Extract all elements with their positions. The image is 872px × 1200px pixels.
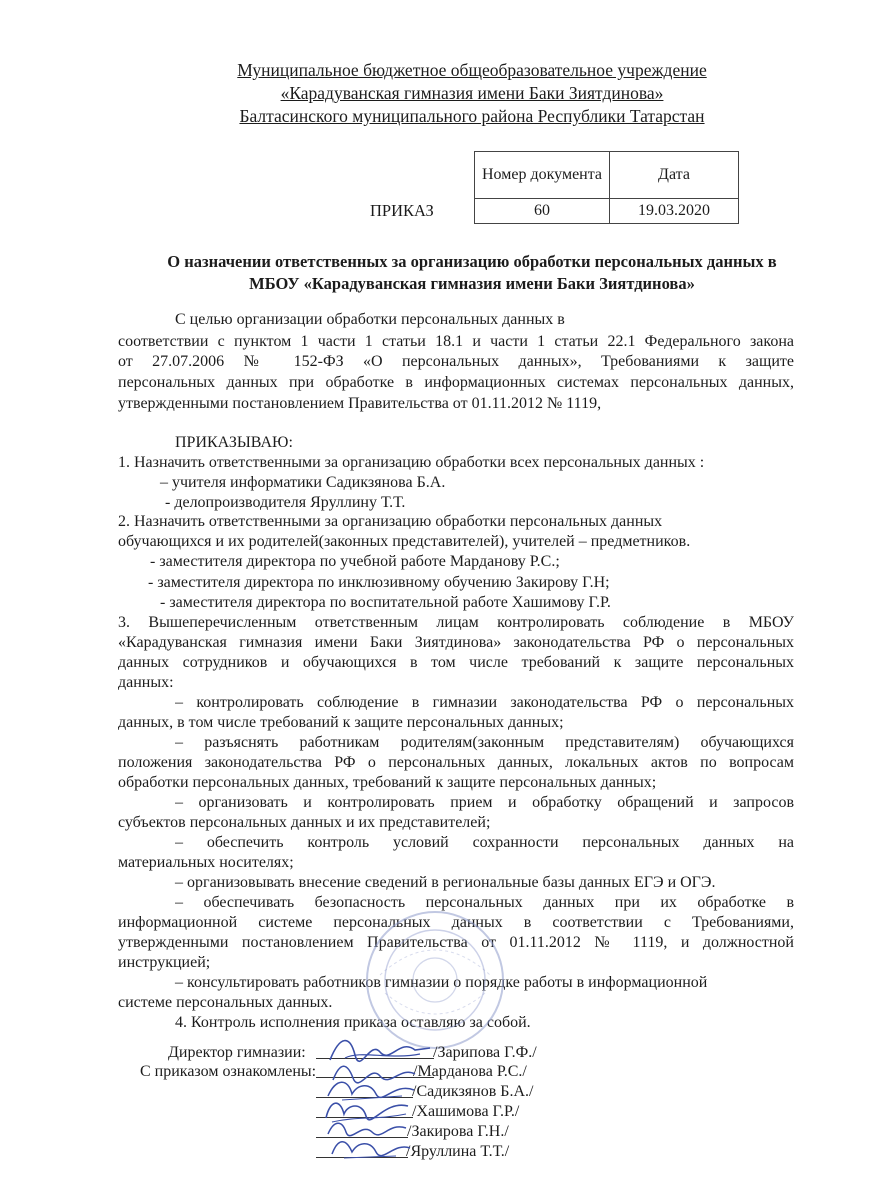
body-line: 2. Назначить ответственными за организацию обработки персональных данных	[118, 513, 663, 530]
body-line: - заместителя директора по воспитательной работе Хашимову Г.Р.	[160, 594, 611, 611]
body-line: соответствии с пунктом 1 части 1 статьи 18.1 и части 1 статьи 22.1 Федерального закона	[118, 333, 794, 350]
body-line: системе персональных данных.	[118, 994, 333, 1011]
signer-name: /Садикзянов Б.А./	[412, 1083, 534, 1100]
body-line: - заместителя директора по учебной работе Марданову Р.С.;	[150, 553, 560, 570]
body-line: положения законодательства РФ о персональных данных, локальных актов по вопросам	[118, 754, 794, 771]
doc-date-header: Дата	[610, 152, 739, 199]
doc-date-value: 19.03.2020	[610, 199, 739, 224]
body-line: инструкцией;	[118, 954, 211, 971]
header-line-2: «Карадуванская гимназия имени Баки Зиятдинова»	[280, 83, 664, 103]
body-line: «Карадуванская гимназия имени Баки Зиятдинова» законодательства РФ о персональных	[118, 634, 794, 651]
body-line: персональных данных при обработке в информационных системах персональных данных,	[118, 374, 794, 391]
body-line: – разъяснять работникам родителям(законным представителям) обучающихся	[175, 734, 794, 751]
body-line: утвержденными постановлением Правительства от 01.11.2012 № 1119,	[118, 395, 602, 412]
doc-number-header: Номер документа	[475, 152, 610, 199]
body-line: – контролировать соблюдение в гимназии законодательства РФ о персональных	[175, 694, 794, 711]
body-line: данных:	[118, 674, 174, 691]
acquainted-label: С приказом ознакомлены:	[140, 1063, 317, 1080]
body-line: 1. Назначить ответственными за организацию обработки всех персональных данных :	[118, 454, 705, 471]
body-line: – учителя информатики Садикзянова Б.А.	[160, 474, 446, 491]
header-line-1: Муниципальное бюджетное общеобразовательное учреждение	[237, 60, 707, 80]
signer-name: /Закирова Г.Н./	[407, 1123, 509, 1140]
doc-number-value: 60	[475, 199, 610, 224]
body-line: 3. Вышеперечисленным ответственным лицам контролировать соблюдение в МБОУ	[118, 614, 794, 631]
body-line: обучающихся и их родителей(законных представителей), учителей – предметников.	[118, 533, 691, 550]
order-label: ПРИКАЗ	[370, 201, 434, 220]
body-line: ПРИКАЗЫВАЮ:	[175, 434, 293, 451]
body-line: данных сотрудников и обучающихся в том числе требований к защите персональных	[118, 654, 794, 671]
signature-scribble-icon	[326, 1134, 416, 1164]
signer-name: /Яруллина Т.Т./	[406, 1143, 510, 1160]
body-line: С целью организации обработки персональных данных в	[175, 311, 565, 328]
body-line: - делопроизводителя Яруллину Т.Т.	[165, 494, 406, 511]
body-line: данных, в том числе требований к защите персональных данных;	[118, 714, 564, 731]
signer-name: /Зарипова Г.Ф./	[433, 1044, 537, 1061]
body-line: от 27.07.2006 № 152-ФЗ «О персональных данных», Требованиями к защите	[118, 353, 794, 370]
signer-name: /Хашимова Г.Р./	[412, 1103, 520, 1120]
body-line: информационной системе персональных данных в соответствии с Требованиями,	[118, 914, 794, 931]
body-line: – организовывать внесение сведений в региональные базы данных ЕГЭ и ОГЭ.	[175, 874, 716, 891]
body-line: субъектов персональных данных и их представителей;	[118, 814, 491, 831]
body-line: - заместителя директора по инклюзивному обучению Закирову Г.Н;	[148, 574, 610, 591]
order-title-line-1: О назначении ответственных за организацию обработки персональных данных в	[167, 252, 777, 271]
body-line: – организовать и контролировать прием и обработку обращений и запросов	[175, 794, 794, 811]
director-label: Директор гимназии:	[168, 1044, 306, 1061]
body-line: обработки персональных данных, требований к защите персональных данных;	[118, 774, 657, 791]
body-line: – консультировать работников гимназии о порядке работы в информационной	[175, 974, 708, 991]
header-line-3: Балтасинского муниципального района Республики Татарстан	[239, 106, 705, 126]
signer-name: /Марданова Р.С./	[413, 1063, 527, 1080]
body-line: материальных носителях;	[118, 854, 294, 871]
body-line: – обеспечить контроль условий сохранности персональных данных на	[175, 834, 794, 851]
body-line: – обеспечивать безопасность персональных данных при их обработке в	[175, 894, 794, 911]
document-table	[474, 151, 739, 224]
body-line: 4. Контроль исполнения приказа оставляю за собой.	[175, 1014, 531, 1031]
body-line: утвержденными постановлением Правительства от 01.11.2012 № 1119, и должностной	[118, 934, 794, 951]
order-title-line-2: МБОУ «Карадуванская гимназия имени Баки Зиятдинова»	[249, 274, 695, 293]
